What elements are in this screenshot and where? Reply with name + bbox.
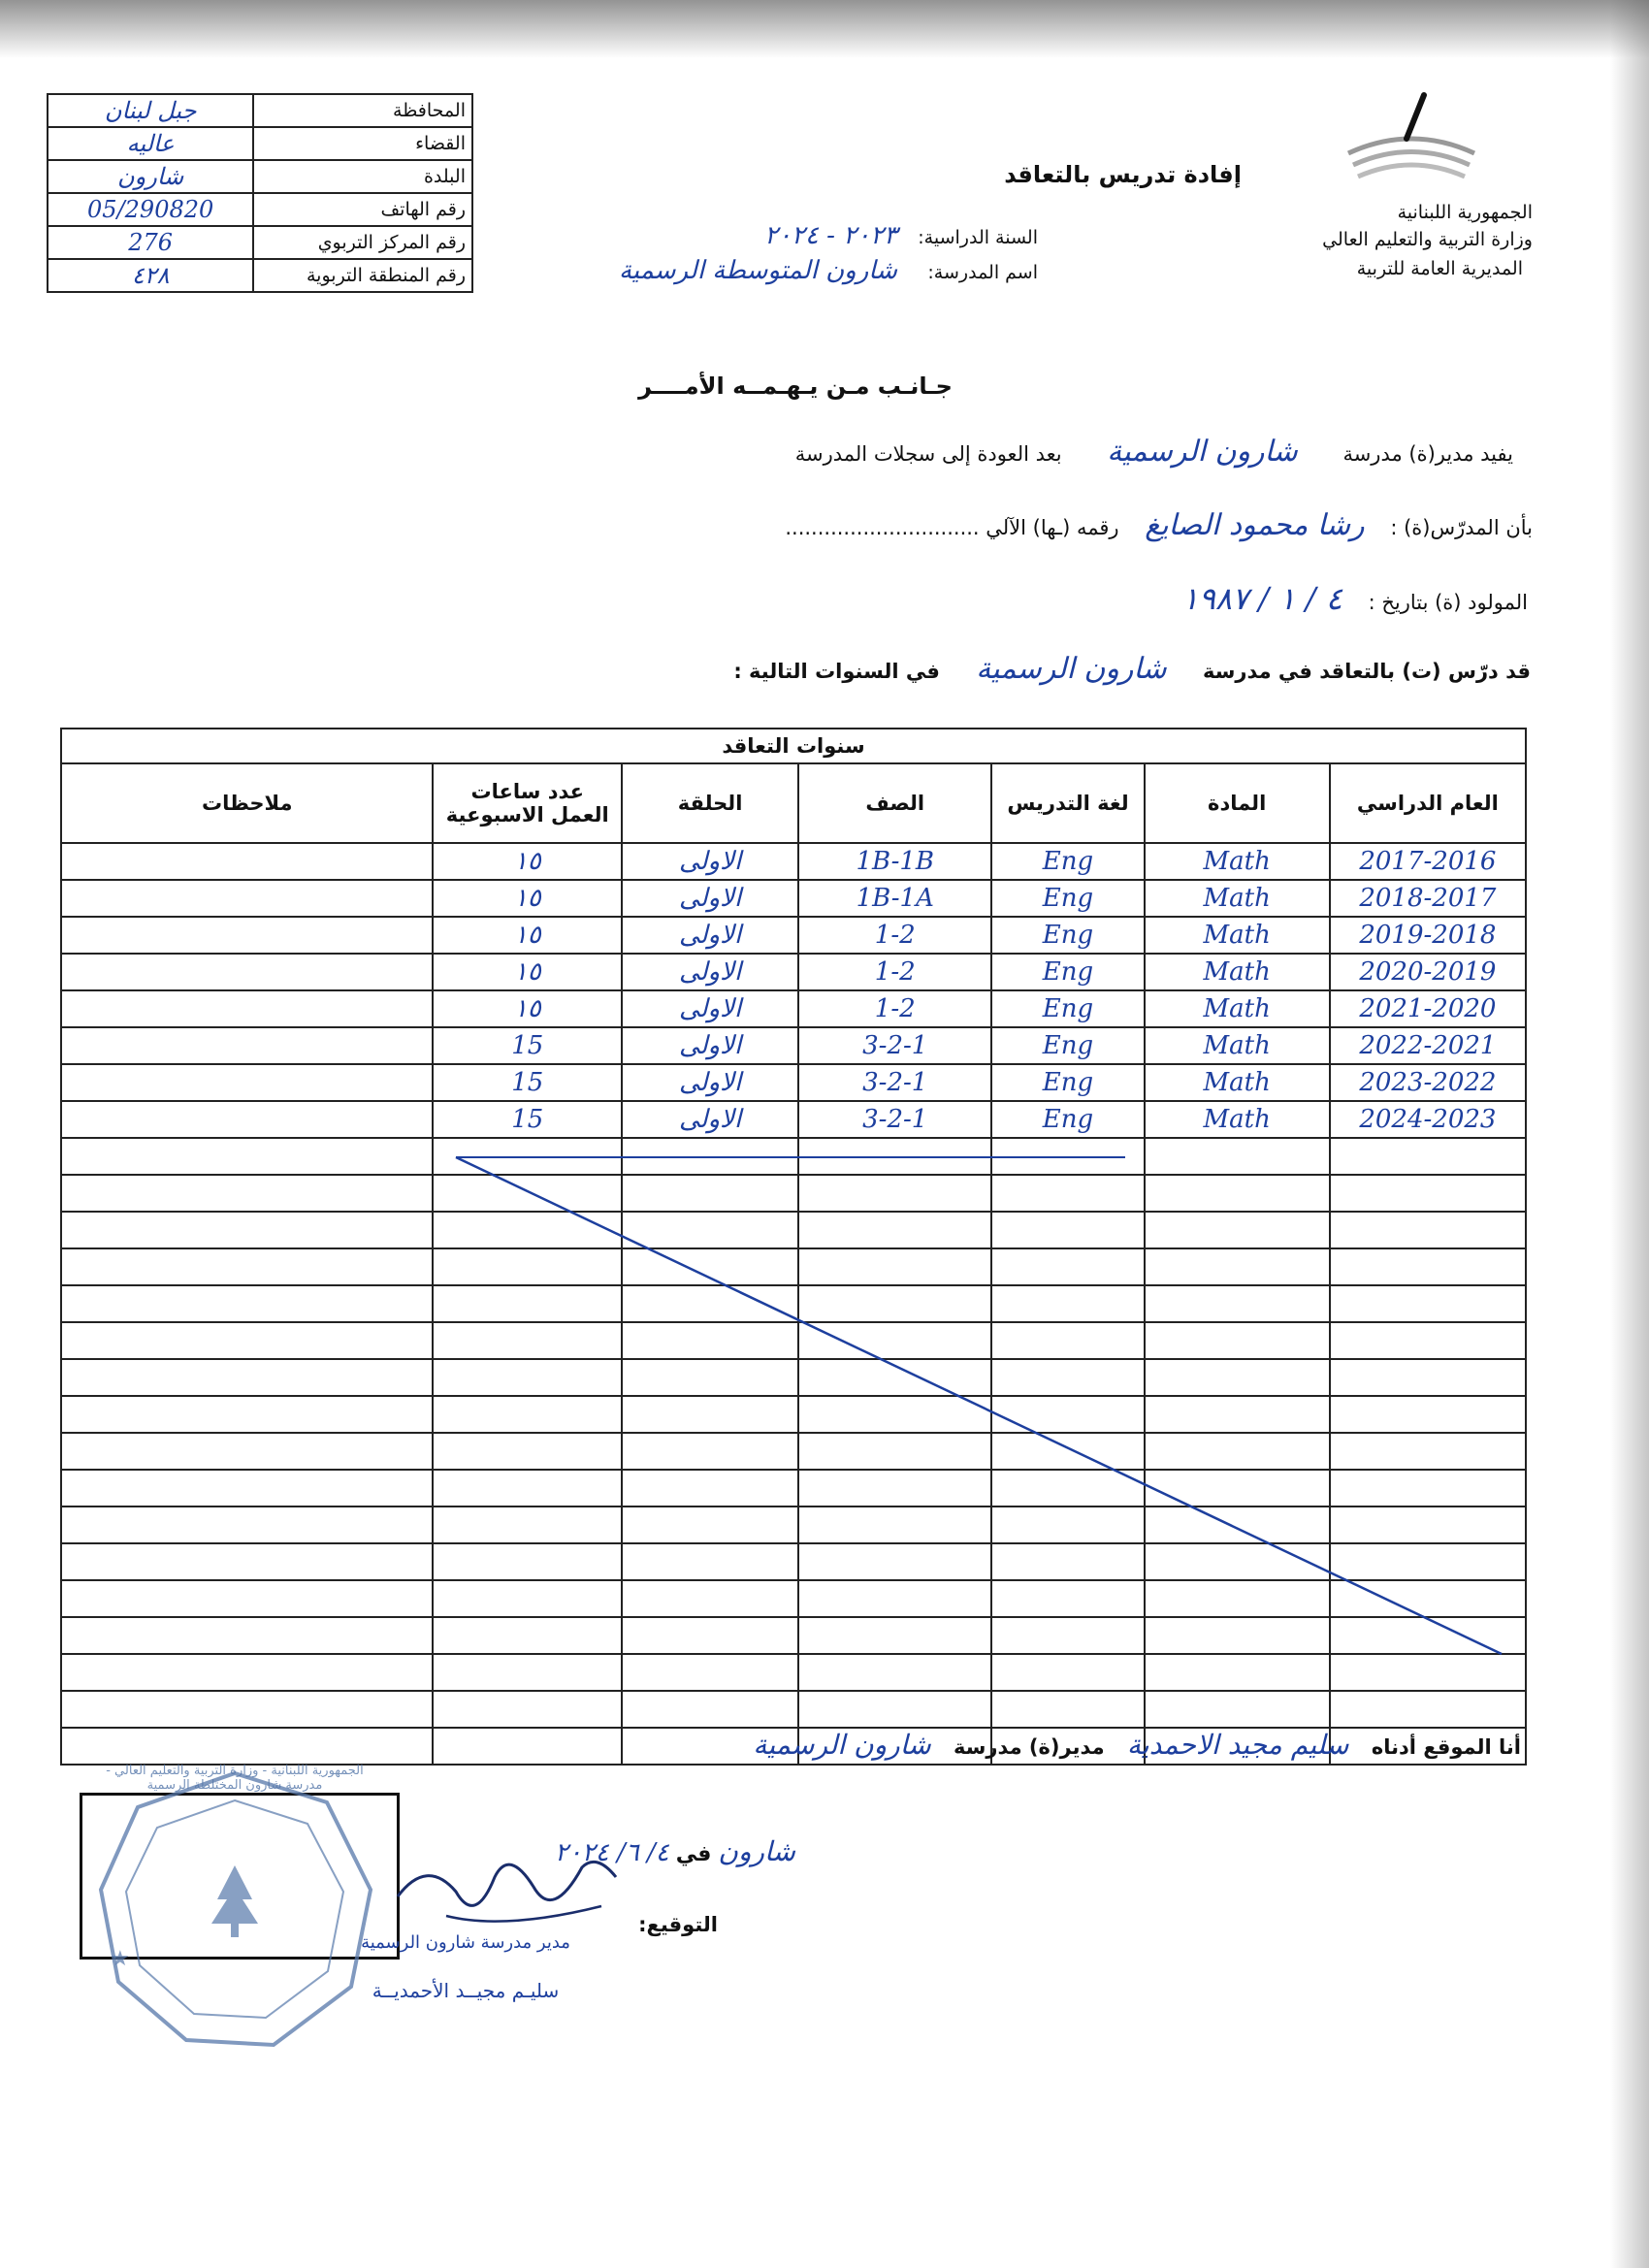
table-cell: Eng (991, 917, 1144, 954)
line4-school: شارون الرسمية (976, 652, 1167, 686)
table-cell: 2017-2016 (1330, 843, 1526, 880)
line2-teacher: رشا محمود الصايغ (1145, 508, 1365, 542)
line3-date: ٤ / ١ / ١٩٨٧ (1181, 580, 1342, 617)
table-caption: سنوات التعاقد (61, 729, 1526, 763)
place-value: شارون (718, 1835, 795, 1867)
table-cell: الاولى (622, 1027, 798, 1064)
ministry-label: وزارة التربية والتعليم العالي (1322, 229, 1533, 250)
republic-label: الجمهورية اللبنانية (1397, 202, 1533, 223)
info-label: رقم المركز التربوي (253, 226, 472, 259)
table-cell: الاولى (622, 954, 798, 990)
table-cell: 2020-2019 (1330, 954, 1526, 990)
table-cell: 2024-2023 (1330, 1101, 1526, 1138)
info-label: المحافظة (253, 94, 472, 127)
table-cell: الاولى (622, 917, 798, 954)
line4-suffix: في السنوات التالية : (733, 660, 940, 683)
info-label: رقم الهاتف (253, 193, 472, 226)
table-cell: Math (1145, 1027, 1330, 1064)
table-cell: الاولى (622, 1064, 798, 1101)
line1-prefix: يفيد مدير(ة) مدرسة (1342, 442, 1513, 466)
line2-suffix: رقمه (ـها) الآلي .............................. (785, 516, 1119, 539)
info-label: البلدة (253, 160, 472, 193)
info-label: رقم المنطقة التربوية (253, 259, 472, 292)
table-cell: Math (1145, 990, 1330, 1027)
table-cell: 3-2-1 (798, 1064, 991, 1101)
table-cell: Eng (991, 954, 1144, 990)
table-cell: 1-2 (798, 917, 991, 954)
doc-title: إفادة تدريس بالتعاقد (1004, 161, 1242, 188)
stamp-name: سليـم مجيــد الأحمديــة (372, 1979, 560, 2002)
table-cell: الاولى (622, 1101, 798, 1138)
to-whom-heading: جـانـب مـن يـهـمــه الأمــــر (638, 373, 953, 400)
directorate-label: المديرية العامة للتربية (1356, 258, 1523, 279)
info-value: جبل لبنان (48, 94, 253, 127)
table-cell: Eng (991, 1064, 1144, 1101)
table-cell: الاولى (622, 990, 798, 1027)
line3-prefix: المولود (ة) بتاريخ : (1368, 591, 1528, 614)
info-value: 276 (48, 226, 253, 259)
table-cell: 1B-1A (798, 880, 991, 917)
table-cell: ١٥ (433, 843, 622, 880)
signer-name: سليم مجيد الاحمدية (1126, 1729, 1349, 1761)
info-value: عاليه (48, 127, 253, 160)
table-cell: 1-2 (798, 954, 991, 990)
school-year-value: ٢٠٢٣ - ٢٠٢٤ (763, 221, 897, 250)
table-cell: ١٥ (433, 954, 622, 990)
column-header: ملاحظات (61, 763, 433, 843)
column-header: الحلقة (622, 763, 798, 843)
table-cell: ١٥ (433, 917, 622, 954)
table-cell: 15 (433, 1064, 622, 1101)
table-cell: Eng (991, 880, 1144, 917)
table-cell: Eng (991, 1027, 1144, 1064)
table-cell: الاولى (622, 880, 798, 917)
table-cell: 2021-2020 (1330, 990, 1526, 1027)
date-prefix: في (675, 1842, 712, 1866)
signer-role: مدير(ة) مدرسة (954, 1735, 1105, 1759)
line4-prefix: قد درّس (ت) بالتعاقد في مدرسة (1202, 660, 1531, 683)
column-header: المادة (1145, 763, 1330, 843)
info-label: القضاء (253, 127, 472, 160)
table-cell: Math (1145, 917, 1330, 954)
stamp-title: مدير مدرسة شارون الرسمية (361, 1932, 570, 1953)
column-header: الصف (798, 763, 991, 843)
column-header: لغة التدريس (991, 763, 1144, 843)
table-cell: 1-2 (798, 990, 991, 1027)
info-value: 05/290820 (48, 193, 253, 226)
seal-text: الجمهورية اللبنانية - وزارة التربية والتعليم العالي - مدرسة شارون المختلطة الرسمية (106, 1764, 364, 1793)
official-seal (89, 1764, 380, 2055)
table-cell: 2022-2021 (1330, 1027, 1526, 1064)
line1-school: شارون الرسمية (1107, 435, 1298, 469)
table-cell: 2019-2018 (1330, 917, 1526, 954)
school-name-value: شارون المتوسطة الرسمية (618, 256, 897, 285)
table-cell: 1B-1B (798, 843, 991, 880)
table-cell: 15 (433, 1027, 622, 1064)
column-header: عدد ساعات العمل الاسبوعية (433, 763, 622, 843)
signer-prefix: أنا الموقع أدناه (1371, 1735, 1521, 1759)
signature-label: التوقيع: (638, 1913, 718, 1936)
handwritten-signature (388, 1838, 630, 1945)
table-cell: Math (1145, 1064, 1330, 1101)
column-header: العام الدراسي (1330, 763, 1526, 843)
date-value: ٤/ ٦/ ٢٠٢٤ (554, 1838, 669, 1867)
table-cell: 3-2-1 (798, 1101, 991, 1138)
info-value: شارون (48, 160, 253, 193)
table-cell: Math (1145, 954, 1330, 990)
svg-text:★: ★ (111, 1947, 130, 1971)
table-cell: 2023-2022 (1330, 1064, 1526, 1101)
line2-prefix: بأن المدرّس(ة) : (1390, 516, 1533, 539)
school-name-label: اسم المدرسة: (927, 262, 1038, 283)
table-cell: ١٥ (433, 880, 622, 917)
signer-school: شارون الرسمية (753, 1729, 931, 1761)
table-cell: الاولى (622, 843, 798, 880)
info-value: ٤٢٨ (48, 259, 253, 292)
school-year-label: السنة الدراسية: (918, 227, 1038, 248)
table-cell: Eng (991, 843, 1144, 880)
table-cell: Math (1145, 880, 1330, 917)
table-cell: Math (1145, 843, 1330, 880)
table-cell: 15 (433, 1101, 622, 1138)
table-cell: Math (1145, 1101, 1330, 1138)
table-cell: Eng (991, 1101, 1144, 1138)
table-cell: Eng (991, 990, 1144, 1027)
table-cell: 3-2-1 (798, 1027, 991, 1064)
signer-line (427, 1729, 1521, 1771)
table-cell: 2018-2017 (1330, 880, 1526, 917)
line1-suffix: بعد العودة إلى سجلات المدرسة (794, 442, 1062, 466)
table-cell: ١٥ (433, 990, 622, 1027)
